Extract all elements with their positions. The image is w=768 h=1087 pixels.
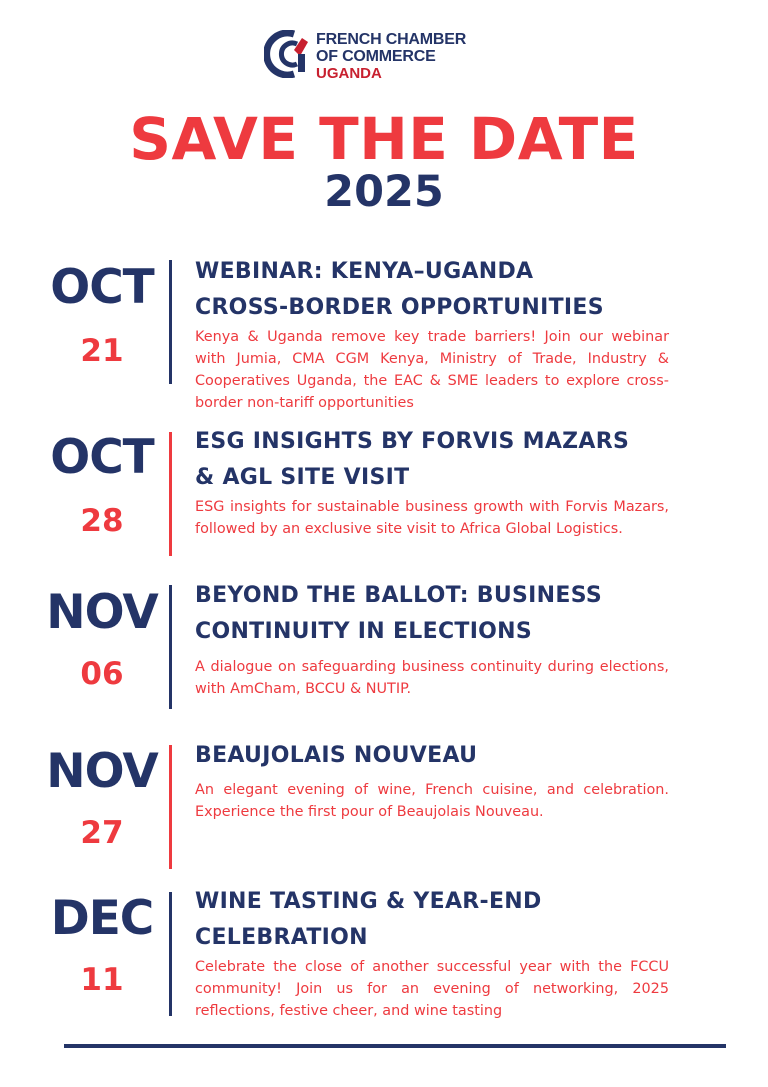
- event-day: 27: [80, 815, 124, 851]
- bottom-divider: [64, 1044, 726, 1048]
- event-day: 06: [80, 656, 124, 692]
- event-month: NOV: [46, 744, 158, 799]
- event-day: 21: [80, 333, 124, 369]
- event-description: ESG insights for sustainable business growth with Forvis Mazars, followed by an exclusive site visit to Africa Global Logistics.: [195, 499, 669, 537]
- event-description: A dialogue on safeguarding business continuity during elections, with AmCham, BCCU & NUTIP.: [195, 659, 669, 697]
- divider-line: [169, 432, 172, 556]
- event-description: An elegant evening of wine, French cuisine, and celebration. Experience the first pour of Beaujolais Nouveau.: [195, 782, 669, 820]
- event-title: [195, 424, 715, 496]
- event-title: [195, 254, 715, 326]
- event-title-line: BEYOND THE BALLOT: BUSINESS: [195, 583, 603, 608]
- event-month: DEC: [50, 891, 154, 946]
- divider-line: [169, 260, 172, 384]
- logo-wordmark: [316, 31, 466, 82]
- event-day: 11: [80, 962, 124, 998]
- divider-line: [169, 892, 172, 1016]
- event-title-line: WINE TASTING & YEAR-END: [195, 889, 542, 914]
- event-title-line: CELEBRATION: [195, 925, 368, 950]
- event-title-line: WEBINAR: KENYA–UGANDA: [195, 259, 534, 284]
- event-description: Celebrate the close of another successful year with the FCCU community! Join us for an evening of networking, 2025 reflections, festive cheer, and wine tasting: [195, 959, 669, 1019]
- event-month: NOV: [46, 585, 158, 640]
- fccu-logo: [264, 30, 504, 84]
- year-heading: 2025: [324, 167, 444, 217]
- logo-line-1: FRENCH CHAMBER: [316, 31, 467, 48]
- event-title-line: CONTINUITY IN ELECTIONS: [195, 619, 533, 644]
- event-description: Kenya & Uganda remove key trade barriers! Join our webinar with Jumia, CMA CGM Kenya, Ministry of Trade, Industry & Cooperatives Uganda, the EAC & SME leaders to explore cross-border non-tariff opportunities: [195, 329, 669, 411]
- chamber-logo-icon: [264, 30, 312, 78]
- event-month: OCT: [50, 430, 154, 485]
- event-day: 28: [80, 503, 124, 539]
- event-title: [195, 578, 715, 650]
- divider-line: [169, 745, 172, 869]
- event-title: [195, 884, 715, 956]
- event-month: OCT: [50, 260, 154, 315]
- page-title: SAVE THE DATE: [129, 105, 639, 173]
- divider-line: [169, 585, 172, 709]
- event-title-line: CROSS-BORDER OPPORTUNITIES: [195, 295, 604, 320]
- event-title-line: ESG INSIGHTS BY FORVIS MAZARS: [195, 429, 630, 454]
- logo-line-2: OF COMMERCE: [316, 48, 436, 65]
- logo-line-3: UGANDA: [316, 65, 382, 82]
- event-title-line: BEAUJOLAIS NOUVEAU: [195, 743, 478, 768]
- event-title: [195, 738, 715, 774]
- event-title-line: & AGL SITE VISIT: [195, 465, 410, 490]
